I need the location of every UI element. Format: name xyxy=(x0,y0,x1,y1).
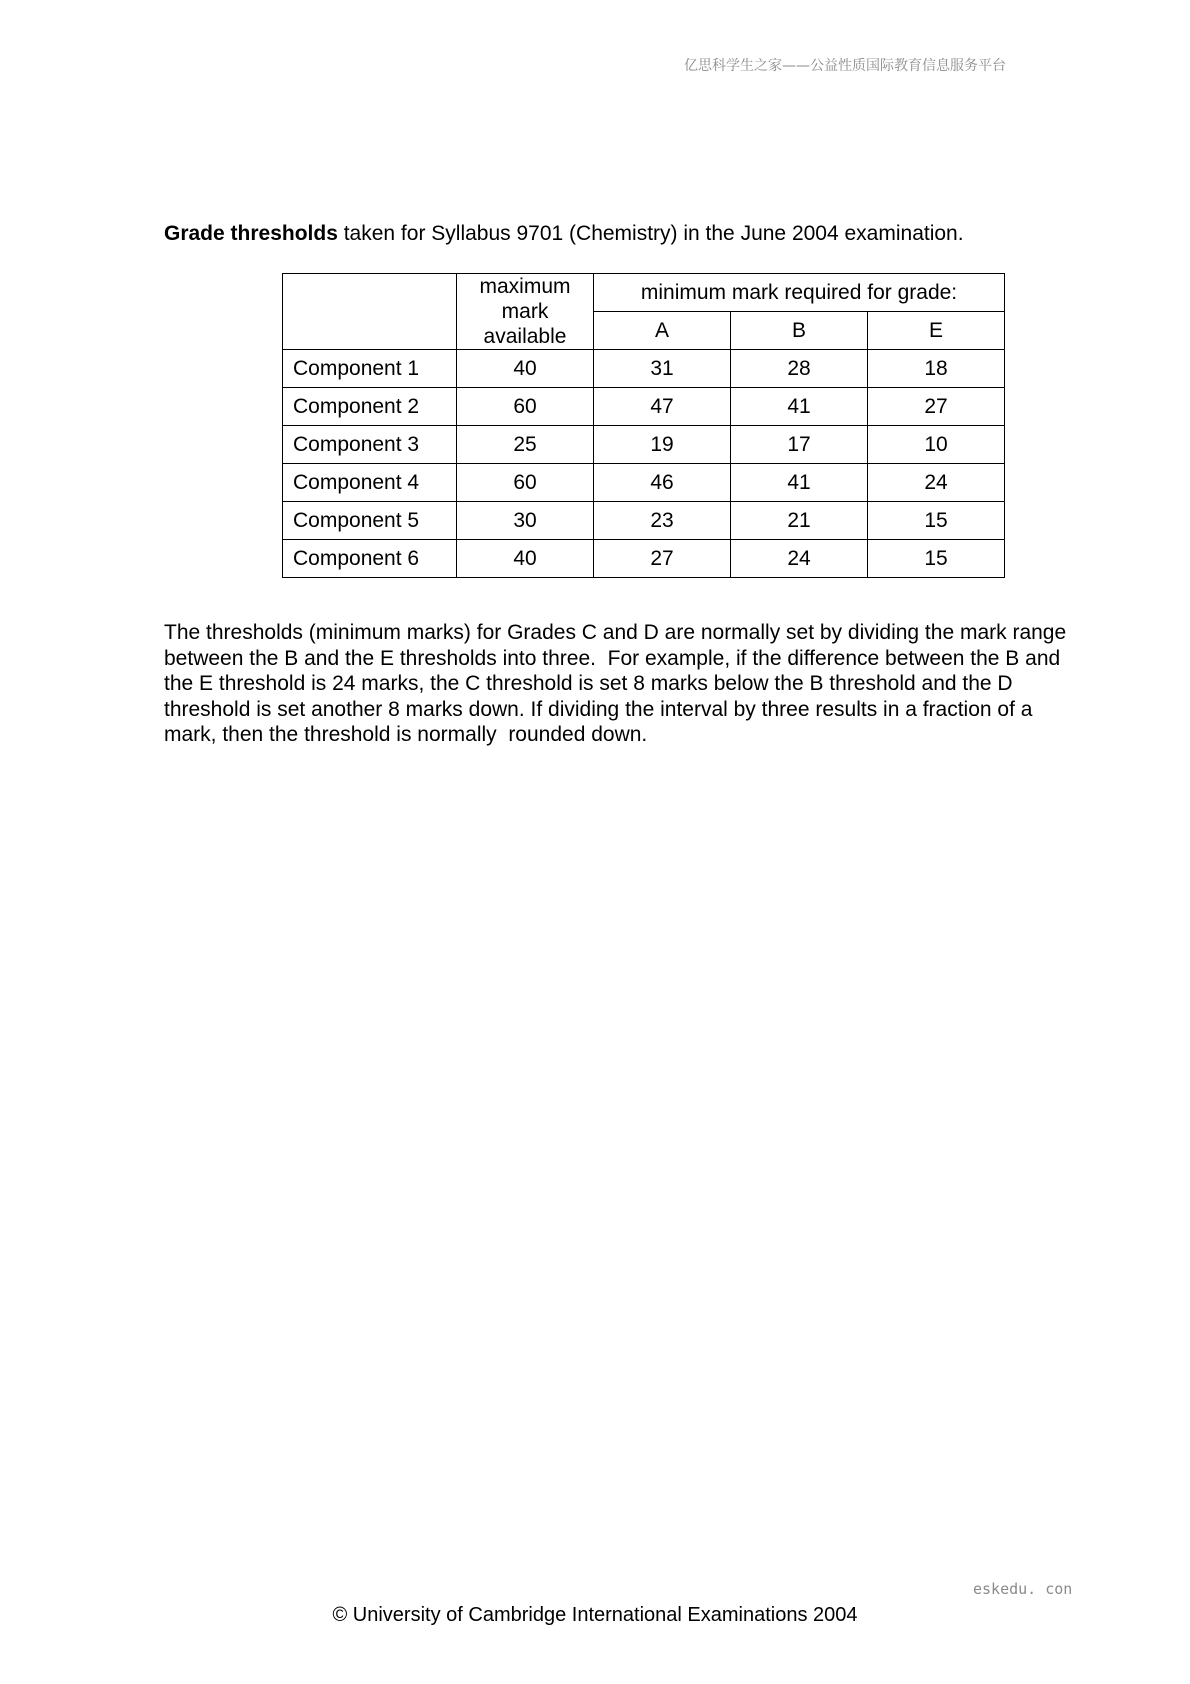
grade-e-cell: 10 xyxy=(868,426,1005,464)
component-label: Component 5 xyxy=(283,502,457,540)
grade-b-cell: 41 xyxy=(731,388,868,426)
grade-header-b: B xyxy=(731,312,868,350)
component-label: Component 6 xyxy=(283,540,457,578)
max-mark-cell: 60 xyxy=(457,464,594,502)
grade-b-cell: 17 xyxy=(731,426,868,464)
max-mark-cell: 40 xyxy=(457,350,594,388)
grade-e-cell: 24 xyxy=(868,464,1005,502)
table-row xyxy=(283,388,1005,426)
explanation-paragraph xyxy=(164,620,1124,748)
min-mark-header: minimum mark required for grade: xyxy=(594,274,1005,312)
grade-a-cell: 31 xyxy=(594,350,731,388)
component-label: Component 2 xyxy=(283,388,457,426)
heading-rest: taken for Syllabus 9701 (Chemistry) in the June 2004 examination. xyxy=(337,222,964,245)
table-row xyxy=(283,426,1005,464)
max-mark-cell: 60 xyxy=(457,388,594,426)
table-row xyxy=(283,502,1005,540)
grade-e-cell: 15 xyxy=(868,540,1005,578)
grade-b-cell: 24 xyxy=(731,540,868,578)
grade-e-cell: 15 xyxy=(868,502,1005,540)
max-mark-cell: 30 xyxy=(457,502,594,540)
table-row xyxy=(283,464,1005,502)
grade-b-cell: 21 xyxy=(731,502,868,540)
component-label: Component 3 xyxy=(283,426,457,464)
grade-a-cell: 47 xyxy=(594,388,731,426)
max-mark-header xyxy=(457,274,594,350)
paragraph-line: The thresholds (minimum marks) for Grades C and D are normally set by dividing the mark range xyxy=(164,621,1067,644)
max-mark-cell: 40 xyxy=(457,540,594,578)
max-mark-header-line-3: available xyxy=(483,325,567,348)
max-mark-header-line-2: mark xyxy=(501,300,549,323)
grade-e-cell: 18 xyxy=(868,350,1005,388)
grade-header-a: A xyxy=(594,312,731,350)
header-watermark: 亿思科学生之家——公益性质国际教育信息服务平台 xyxy=(684,58,1006,74)
paragraph-line: the E threshold is 24 marks, the C threshold is set 8 marks below the B threshold and the D xyxy=(164,672,1013,695)
table-header-row xyxy=(283,274,1005,312)
grade-b-cell: 41 xyxy=(731,464,868,502)
paragraph-line: mark, then the threshold is normally rounded down. xyxy=(164,723,648,746)
page-heading xyxy=(164,222,964,246)
grade-thresholds-table xyxy=(282,273,1005,578)
table-corner-cell xyxy=(283,274,457,350)
paragraph-line: threshold is set another 8 marks down. If dividing the interval by three results in a fraction of a xyxy=(164,697,1033,721)
heading-bold: Grade thresholds xyxy=(164,222,338,245)
paragraph-line: between the B and the E thresholds into three. For example, if the difference between the B and xyxy=(164,646,1061,670)
grade-a-cell: 23 xyxy=(594,502,731,540)
grade-a-cell: 27 xyxy=(594,540,731,578)
grade-a-cell: 19 xyxy=(594,426,731,464)
grade-e-cell: 27 xyxy=(868,388,1005,426)
max-mark-header-line-1: maximum xyxy=(479,275,571,298)
table-row xyxy=(283,350,1005,388)
site-watermark: eskedu. con xyxy=(973,1580,1073,1598)
table-row xyxy=(283,540,1005,578)
copyright-footer: © University of Cambridge International Examinations 2004 xyxy=(332,1604,858,1626)
max-mark-cell: 25 xyxy=(457,426,594,464)
grade-b-cell: 28 xyxy=(731,350,868,388)
component-label: Component 1 xyxy=(283,350,457,388)
grade-header-e: E xyxy=(868,312,1005,350)
component-label: Component 4 xyxy=(283,464,457,502)
grade-a-cell: 46 xyxy=(594,464,731,502)
